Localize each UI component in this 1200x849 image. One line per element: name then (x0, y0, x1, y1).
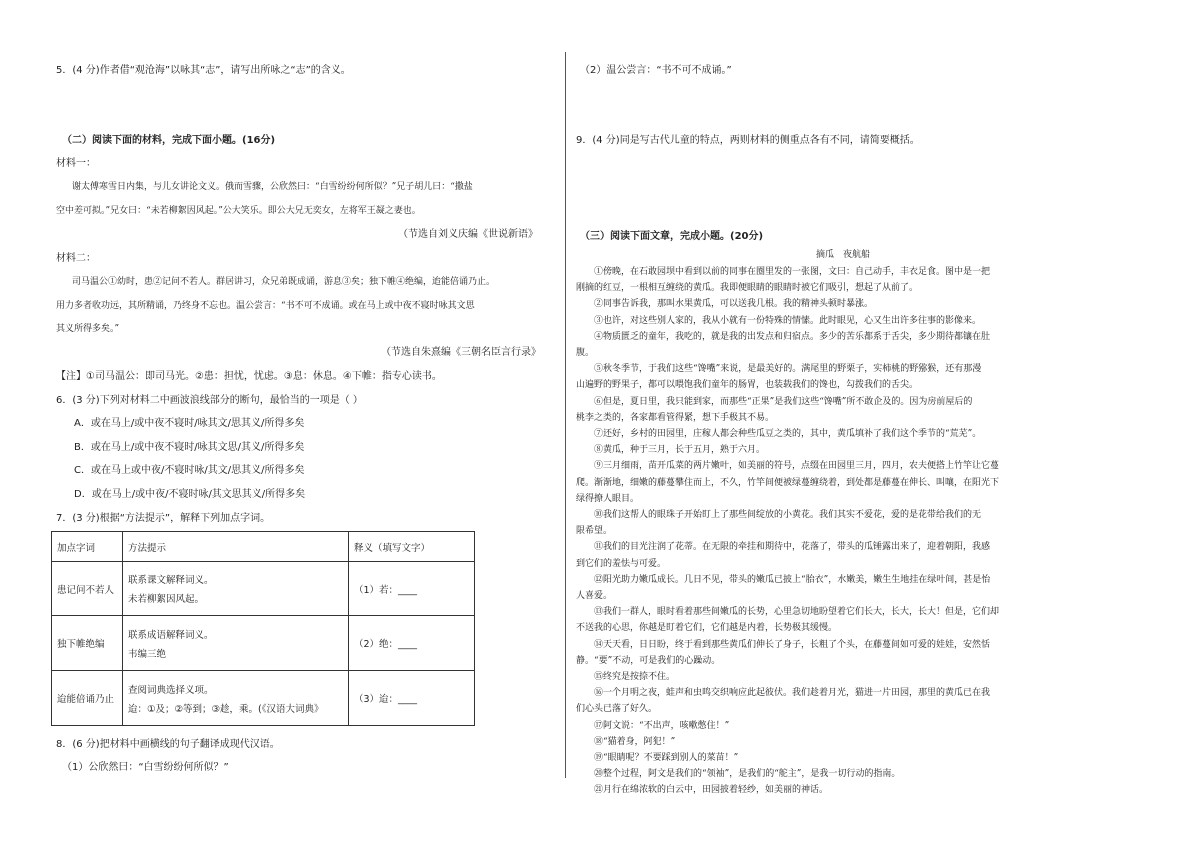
essay-line: ⑯一个月明之夜，蛙声和虫鸣交织响应此起彼伏。我们趁着月光，猫进一片田园，那里的黄瓜已在我 (594, 688, 991, 698)
method-table (51, 531, 475, 726)
table-hint (123, 562, 349, 616)
essay-line: 们心头已落了好久。 (576, 704, 658, 714)
essay-line: 爬。渐渐地，细嫩的藤蔓攀住而上，不久，竹竿间便被绿蔓缠绕着，到处都是藤蔓在伸长、叫嚷，在阳光下 (576, 478, 1000, 488)
annotation-note: 【注】①司马温公：即司马光。②患：担忧，忧虑。③息：休息。④下帷：指专心读书。 (56, 371, 442, 382)
question-5: 5．(4 分)作者借“观沧海”以咏其“志”，请写出所咏之“志”的含义。 (56, 65, 351, 76)
essay-line: ①傍晚，在石敢园坝中看到以前的同事在圈里发的一张图，文曰：自己动手，丰衣足食。图中是一把 (594, 267, 991, 277)
essay-line: 到它们的羞怯与可爱。 (576, 559, 667, 569)
essay-line: ②同事告诉我，那叫水果黄瓜，可以送我几根。我的精神头顿时暴涨。 (594, 299, 874, 309)
essay-line: ⑰阿文说：“不出声，咳嗽憋住！” (594, 721, 730, 731)
essay-line: ⑧黄瓜，种于三月，长于五月，熟于六月。 (594, 445, 766, 455)
essay-line: 人喜爱。 (576, 591, 613, 601)
material-1-source: （节选自刘义庆编《世说新语》 (398, 229, 538, 240)
essay-line: ⑦还好，乡村的田园里，庄稼人都会种些瓜豆之类的，其中，黄瓜填补了我们这个季节的“荒芜”。 (594, 429, 982, 439)
table-answer: （1）若：____ (349, 562, 475, 616)
essay-line: 不送我的心思，你越是盯着它们，它们越是内着，长势极其缓慢。 (576, 623, 838, 633)
table-answer: （2）绝：____ (349, 616, 475, 671)
table-header: 方法提示 (123, 532, 349, 562)
essay-line: 静。“要”不动，可是我们的心躁动。 (576, 656, 721, 666)
table-word: 独下帷绝编 (52, 616, 123, 671)
table-row (52, 671, 475, 726)
essay-line: ⑳整个过程，阿文是我们的“领袖”，是我们的“舵主”，是我一切行动的指南。 (594, 769, 901, 779)
table-hint (123, 616, 349, 671)
essay-line: ⑩我们这帮人的眼珠子开始盯上了那些间绽放的小黄花。我们其实不爱花，爱的是花带给我们的无 (594, 510, 982, 520)
essay-line: ⑤秋冬季节，于我们这些“馋嘴”来说，是最美好的。满尾里的野栗子，实柿桃的野猕猴，还有那漫 (594, 364, 982, 374)
option-c: C．或在马上或中夜/不寝时咏/其文/思其义/所得多矣 (74, 465, 305, 476)
question-8: 8．(6 分)把材料中画横线的句子翻译成现代汉语。 (56, 739, 280, 750)
section-2-title: （二）阅读下面的材料，完成下面小题。(16分) (62, 135, 276, 146)
material-1-line: 空中差可拟。”兄女曰：“未若柳絮因风起。”公大笑乐。即公大兄无奕女，左将军王凝之妻也。 (56, 206, 421, 216)
essay-line: 限希望。 (576, 526, 613, 536)
option-d: D．或在马上/或中夜/不寝时咏/其文思其义/所得多矣 (74, 489, 306, 500)
question-8-part-2: （2）温公尝言：“书不可不成诵。” (580, 65, 732, 76)
material-2-line: 司马温公①幼时，患②记问不若人。群居讲习，众兄弟既成诵，游息③矣；独下帷④绝编，迨能倍诵乃止。 (72, 277, 496, 287)
essay-line: ⑫阳光助力嫩瓜成长。几日不见，带头的嫩瓜已披上“胎衣”，水嫩美，嫩生生地挂在绿叶间，甚是怡 (594, 575, 991, 585)
question-6: 6．(3 分)下列对材料二中画波浪线部分的断句，最恰当的一项是（ ） (56, 395, 363, 406)
essay-line: ⑲“眼睛呢？不要踩到别人的菜苗！” (594, 753, 739, 763)
material-2-line: 用力多者收功远，其所精诵，乃终身不忘也。温公尝言：“书不可不成诵。或在马上或中夜不寝时咏其文思 (56, 301, 475, 311)
essay-line: ⑱“猫着身，阿犯！” (594, 737, 676, 747)
material-2-label: 材料二： (56, 253, 96, 264)
essay-line: 山遍野的野果子，都可以喂饱我们童年的肠胃，也装载我们的馋也，勾拨我们的舌尖。 (576, 380, 919, 390)
table-header: 加点字词 (52, 532, 123, 562)
essay-line: ③也许，对这些别人家的，我从小就有一份特殊的情愫。此时眼见，心又生出许多往事的影像来。 (594, 316, 982, 326)
hint-line: 迨：①及；②等到；③趁，乘。(《汉语大词典》 (128, 703, 324, 715)
essay-line: ⑪我们的目光注润了花蒂。在无限的牵挂和期待中，花落了，带头的瓜锤露出来了，迎着朝阳，我感 (594, 542, 991, 552)
question-9: 9．(4 分)同是写古代儿童的特点，两则材料的侧重点各有不同，请简要概括。 (576, 135, 920, 146)
table-header: 释义（填写文字） (349, 532, 475, 562)
question-7: 7．(3 分)根据“方法提示”，解释下列加点字词。 (56, 513, 271, 524)
question-8-part-1: （1）公欣然曰：“白雪纷纷何所似？” (62, 762, 229, 773)
essay-line: 桃李之类的，各家都看管得紧，想下手极其不易。 (576, 413, 775, 423)
table-header-row (52, 532, 475, 562)
material-2-source: （节选自朱熹编《三朝名臣言行录》 (381, 347, 541, 358)
material-1-line: 谢太傅寒雪日内集，与儿女讲论文义。俄而雪骤，公欣然曰：“白雪纷纷何所似？”兄子胡儿曰：“撒盐 (72, 182, 473, 192)
table-word: 迨能倍诵乃止 (52, 671, 123, 726)
hint-line: 联系课文解释词义。 (128, 575, 214, 586)
essay-line: 绿得撩人眼目。 (576, 494, 640, 504)
table-word: 患记问不若人 (52, 562, 123, 616)
essay-line: ⑨三月细雨，苗开瓜菜的两片嫩叶，如美丽的符号，点缀在田园里三月，四月，农夫便搭上竹竿让它蔓 (594, 461, 1000, 471)
essay-line: ④物质匮乏的童年，我吃的，就是我的出发点和归宿点。多少的苦乐都系于舌尖，多少期待都镶在肚 (594, 332, 991, 342)
table-row (52, 562, 475, 616)
essay-line: ㉑月行在绵浓软的白云中，田园披着轻纱，如美丽的神话。 (594, 785, 829, 795)
essay-line: ⑮终究是按捺不住。 (594, 672, 676, 682)
table-row (52, 616, 475, 671)
section-3-title: （三）阅读下面文章，完成小题。(20分) (580, 231, 764, 242)
option-b: B．或在马上/或中夜不寝时/咏其文思/其义/所得多矣 (74, 442, 305, 453)
table-hint (123, 671, 349, 726)
hint-line: 联系成语解释词义。 (128, 629, 214, 641)
essay-line: ⑭天天看，日日盼，终于看到那些黄瓜们伸长了身子，长粗了个头，在藤蔓间如可爱的娃娃，安然恬 (594, 640, 991, 650)
essay-line: 刚摘的红豆，一根相互缠绕的黄瓜。我即便眼睛的眼睛时被它们吸引，想起了从前了。 (576, 283, 919, 293)
hint-line: 查阅词典选择义项。 (128, 684, 214, 696)
material-2-line: 其义所得多矣。” (56, 324, 120, 334)
hint-line: 未若柳絮因风起。 (128, 594, 205, 605)
column-divider (565, 52, 566, 778)
essay-title: 摘瓜 夜航船 (816, 250, 871, 260)
essay-line: ⑬我们一群人，眼时看着那些间嫩瓜的长势，心里急切地盼望着它们长大，长大，长大！但是，它们却 (594, 607, 1000, 617)
option-a: A．或在马上/或中夜不寝时/咏其文/思其义/所得多矣 (74, 418, 305, 429)
material-1-label: 材料一： (56, 158, 96, 169)
table-answer: （3）迨：____ (349, 671, 475, 726)
hint-line: 韦编三绝 (128, 648, 167, 660)
essay-line: ⑥但是，夏日里，我只能到家，而那些“正果”是我们这些“馋嘴”所不敢企及的。因为房前屋后的 (594, 397, 973, 407)
essay-line: 腹。 (576, 348, 595, 358)
